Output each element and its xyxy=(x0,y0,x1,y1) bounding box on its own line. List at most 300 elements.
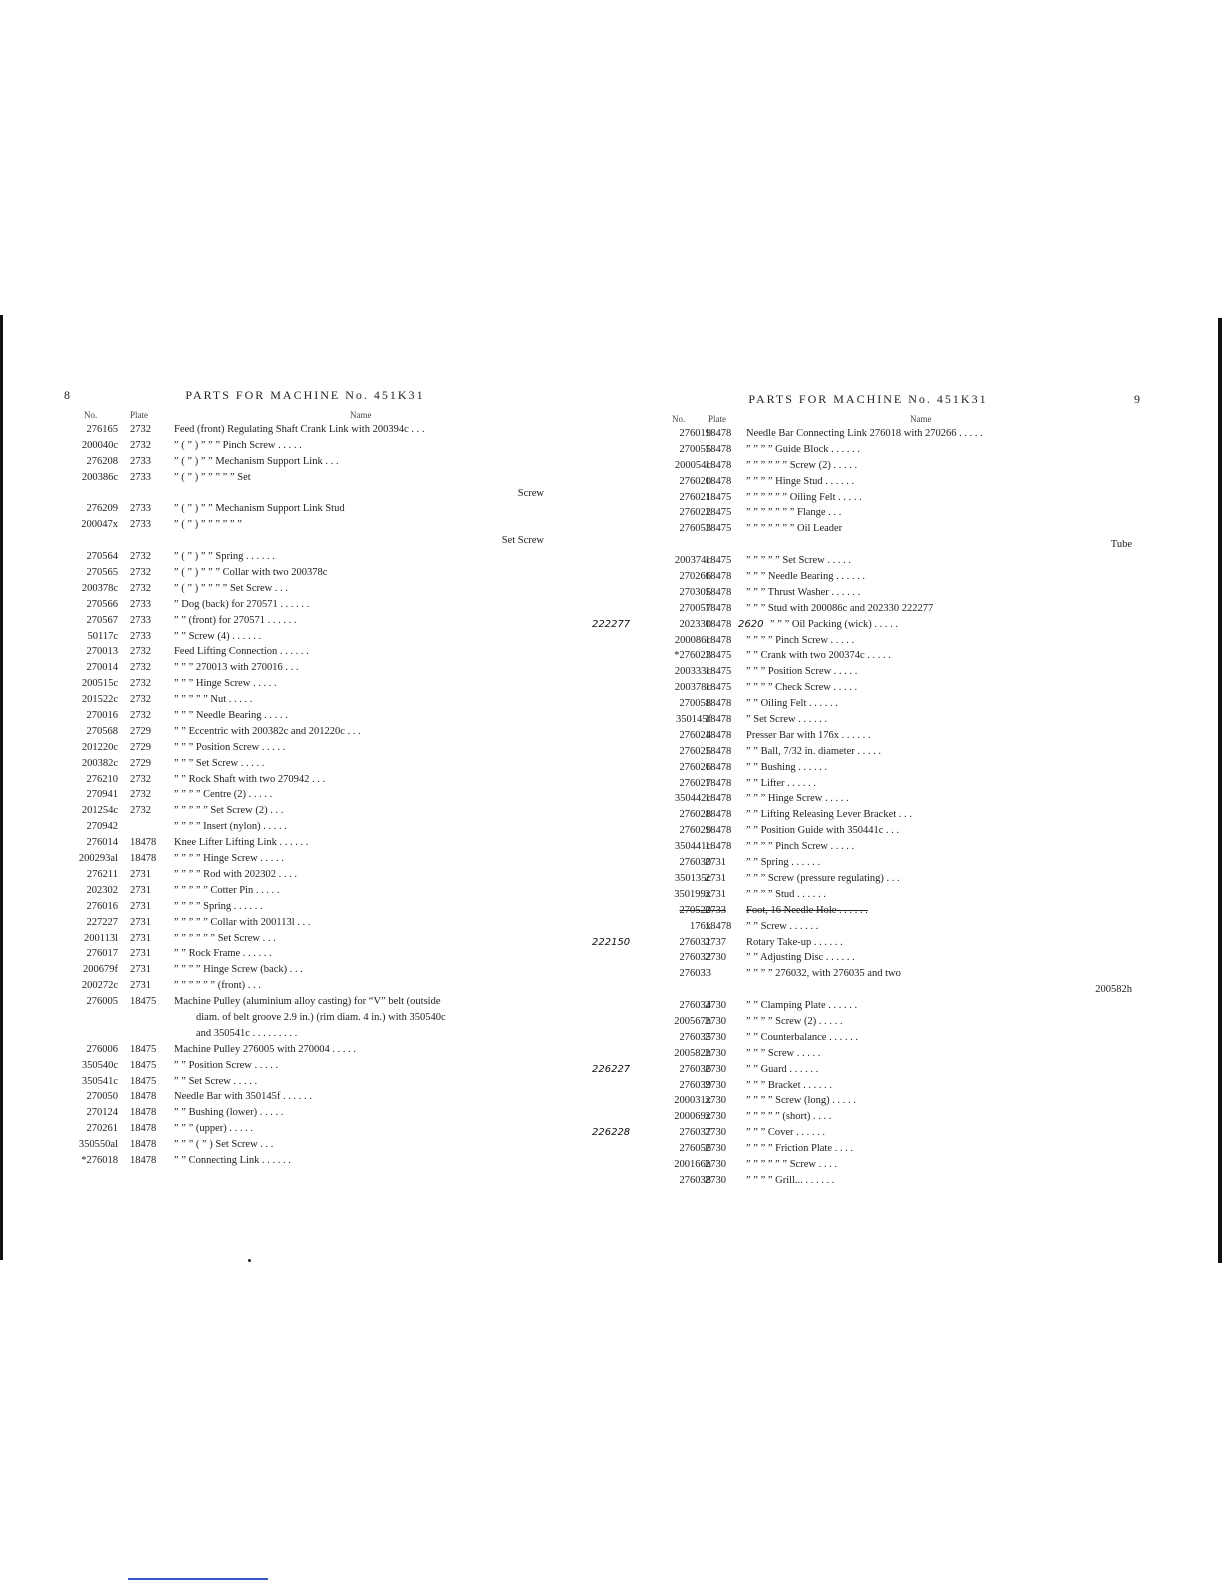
part-name: Knee Lifter Lifting Link . . . . . . xyxy=(174,837,309,849)
col-plate-header: Plate xyxy=(130,410,148,420)
part-number: 276021 xyxy=(679,491,711,503)
plate-number: 18478 xyxy=(705,571,732,583)
part-number: 270058 xyxy=(679,698,711,710)
part-number: 270942 xyxy=(86,821,118,833)
part-number: 270050 xyxy=(86,1091,118,1103)
left-page xyxy=(60,388,550,1169)
part-number: 200378c xyxy=(81,582,118,594)
plate-number: 2732 xyxy=(130,582,151,594)
part-name: ” ” ” Screw . . . . . xyxy=(746,1047,821,1059)
part-number: 276029 xyxy=(679,825,711,837)
part-number: 176x xyxy=(690,920,711,932)
plate-number: 2732 xyxy=(130,551,151,563)
plate-number: 2731 xyxy=(130,884,151,896)
part-number: 227227 xyxy=(86,916,118,928)
part-row xyxy=(598,1093,1138,1109)
part-name: Set Screw xyxy=(501,535,544,547)
plate-number: 18478 xyxy=(705,602,732,614)
part-row xyxy=(598,1173,1138,1189)
part-number: 200515c xyxy=(81,678,118,690)
part-row xyxy=(60,851,550,867)
part-name: Machine Pulley 276005 with 270004 . . . . . xyxy=(174,1043,356,1055)
plate-number: 18478 xyxy=(130,853,157,865)
part-number: 276039 xyxy=(679,1079,711,1091)
plate-number: 2732 xyxy=(130,678,151,690)
plate-number: 2732 xyxy=(130,662,151,674)
part-row xyxy=(598,998,1138,1014)
part-row xyxy=(598,776,1138,792)
part-row xyxy=(60,915,550,931)
plate-number: 18478 xyxy=(130,1091,157,1103)
part-number: 200113l xyxy=(83,932,118,944)
part-name: ” ” ” Position Screw . . . . . xyxy=(174,741,286,753)
part-number: 200272c xyxy=(81,980,118,992)
part-name: ” ” Lifter . . . . . . xyxy=(746,777,816,789)
part-number: 276025 xyxy=(679,745,711,757)
col-name-header: Name xyxy=(910,414,932,424)
part-number: *276018 xyxy=(81,1154,118,1166)
part-number: 200054c xyxy=(674,459,711,471)
part-name: ” ” ” ” ” ” ” Oil Leader xyxy=(746,523,843,535)
part-name: ” ( ” ) ” ” ” ” ” Set xyxy=(174,471,251,483)
plate-number: 2730 xyxy=(705,1079,726,1091)
plate-number: 18475 xyxy=(705,666,732,678)
part-name: ” ” Oiling Felt . . . . . . xyxy=(746,698,838,710)
part-number: 276024 xyxy=(679,729,711,741)
part-row xyxy=(598,760,1138,776)
part-number: 270055 xyxy=(679,443,711,455)
part-name: ” ” ” ” Guide Block . . . . . . xyxy=(746,443,861,455)
part-row xyxy=(598,966,1138,982)
plate-number: 18478 xyxy=(705,841,732,853)
part-row xyxy=(598,744,1138,760)
plate-number: 2732 xyxy=(130,646,151,658)
part-row xyxy=(598,871,1138,887)
part-row xyxy=(60,549,550,565)
part-name: ” ( ” ) ” ” Spring . . . . . . xyxy=(174,551,275,563)
part-row xyxy=(60,533,550,549)
part-row xyxy=(598,1078,1138,1094)
part-number: 276209 xyxy=(86,503,118,515)
part-name: ” ” ” Needle Bearing . . . . . xyxy=(174,710,288,722)
part-name: ” ” ” Thrust Washer . . . . . . xyxy=(746,586,861,598)
part-number: 276037 xyxy=(679,1127,711,1139)
part-row xyxy=(60,613,550,629)
part-name: and 350541c . . . . . . . . . xyxy=(196,1027,298,1039)
part-name: ” ” Screw (4) . . . . . . xyxy=(174,630,262,642)
part-name: ” ” ” ” Stud . . . . . . xyxy=(746,888,826,900)
part-row xyxy=(60,1105,550,1121)
part-row xyxy=(598,712,1138,728)
part-number: 200386c xyxy=(81,471,118,483)
part-row xyxy=(598,474,1138,490)
part-number: 270266 xyxy=(679,571,711,583)
part-row xyxy=(60,740,550,756)
part-row xyxy=(598,426,1138,442)
part-number: 276165 xyxy=(86,424,118,435)
part-name: ” ” ” 270013 with 270016 . . . xyxy=(174,662,299,674)
part-name: Feed Lifting Connection . . . . . . xyxy=(174,646,309,658)
part-row xyxy=(60,994,550,1010)
part-name: ” ” ” ” ” Set Screw . . . . . xyxy=(746,555,851,567)
plate-number: 2730 xyxy=(705,1063,726,1075)
part-row xyxy=(598,1141,1138,1157)
part-row xyxy=(60,517,550,533)
part-name: ” ” ” ” Hinge Screw (back) . . . xyxy=(174,964,303,976)
part-number: 200293al xyxy=(78,853,118,865)
part-number: 350540c xyxy=(81,1059,118,1071)
part-row xyxy=(598,490,1138,506)
part-name: ” ” ” Stud with 200086c and 202330 222277 xyxy=(746,602,934,614)
part-number: 202330 xyxy=(679,618,711,630)
part-number: 276027 xyxy=(679,777,711,789)
part-number: 276031 xyxy=(679,936,711,948)
part-number: 350550al xyxy=(78,1139,118,1151)
part-row xyxy=(598,919,1138,935)
part-name: ” ” ” Position Screw . . . . . xyxy=(746,666,858,678)
part-name: ” ( ” ) ” ” ” ” ” ” xyxy=(174,519,242,531)
plate-number: 2731 xyxy=(130,932,151,944)
part-name: ” ” Set Screw . . . . . xyxy=(174,1075,258,1087)
bottom-underline xyxy=(128,1578,268,1580)
part-row xyxy=(60,1026,550,1042)
part-row xyxy=(598,807,1138,823)
part-row xyxy=(598,553,1138,569)
part-name: ” ” ” ” Pinch Screw . . . . . xyxy=(746,634,855,646)
part-name: ” ” ” ” Friction Plate . . . . xyxy=(746,1143,854,1155)
part-row xyxy=(60,772,550,788)
part-row xyxy=(598,664,1138,680)
part-name: ” Dog (back) for 270571 . . . . . . xyxy=(174,598,310,610)
part-row xyxy=(598,903,1138,919)
left-column-headers xyxy=(60,410,550,422)
part-name: Presser Bar with 176x . . . . . . xyxy=(746,729,871,741)
part-name: ” ” ” ” Rod with 202302 . . . . xyxy=(174,868,298,880)
part-number: 270057 xyxy=(679,602,711,614)
right-page-title: PARTS FOR MACHINE No. 451K31 xyxy=(748,392,988,406)
part-row xyxy=(60,581,550,597)
part-row xyxy=(598,442,1138,458)
part-name: ” ” Guard . . . . . . xyxy=(746,1063,819,1075)
part-number: 350442c xyxy=(674,793,711,805)
part-number: 270305 xyxy=(679,586,711,598)
plate-number: 2730 xyxy=(705,1000,726,1012)
plate-number: 18478 xyxy=(705,634,732,646)
plate-number: 2731 xyxy=(130,868,151,880)
plate-number: 18478 xyxy=(130,1123,157,1135)
plate-number: 18475 xyxy=(705,491,732,503)
part-row xyxy=(598,982,1138,998)
part-name: ” ” Lifting Releasing Lever Bracket . . . xyxy=(746,809,912,821)
part-name: ” ” Clamping Plate . . . . . . xyxy=(746,1000,858,1012)
handwritten-part-number: 222277 xyxy=(592,618,631,630)
part-name: ” ” ” Cover . . . . . . xyxy=(746,1127,826,1139)
part-row xyxy=(60,899,550,915)
part-number: 276210 xyxy=(86,773,118,785)
part-number: 270124 xyxy=(86,1107,118,1119)
plate-number: 18478 xyxy=(705,618,732,630)
left-page-number: 8 xyxy=(64,388,70,402)
part-name: ” ” ” ” Spring . . . . . . xyxy=(174,900,263,912)
part-row xyxy=(60,1121,550,1137)
part-number: 202302 xyxy=(86,884,118,896)
part-name: ” ” Screw . . . . . . xyxy=(746,920,819,932)
handwritten-part-number: 226228 xyxy=(592,1127,631,1139)
part-name: 200582h xyxy=(1095,984,1132,996)
plate-number: 2731 xyxy=(130,964,151,976)
part-number: 276036 xyxy=(679,1063,711,1075)
part-number: 200374c xyxy=(674,555,711,567)
part-number: 50117c xyxy=(87,630,118,642)
part-row xyxy=(592,1125,1138,1141)
part-row xyxy=(60,1010,550,1026)
plate-number: 2731 xyxy=(130,948,151,960)
plate-number: 2730 xyxy=(705,952,726,964)
part-name: ” ” ” ” ” Nut . . . . . xyxy=(174,694,253,706)
part-name: ” ” ” ” Hinge Stud . . . . . . xyxy=(746,475,855,487)
part-number: 276022 xyxy=(679,507,711,519)
plate-number: 18478 xyxy=(705,825,732,837)
plate-number: 18478 xyxy=(705,459,732,471)
part-row xyxy=(60,867,550,883)
plate-number: 2733 xyxy=(130,471,151,483)
part-row xyxy=(60,724,550,740)
part-name: ” ” ” ” ” ” Oiling Felt . . . . . xyxy=(746,491,862,503)
part-number: 276032 xyxy=(679,952,711,964)
plate-number: 2731 xyxy=(705,872,726,884)
part-number: 270564 xyxy=(86,551,118,563)
plate-number: 18478 xyxy=(705,698,732,710)
plate-number: 2732 xyxy=(130,805,151,817)
col-name-header: Name xyxy=(350,410,372,420)
part-row xyxy=(60,438,550,454)
part-name: Screw xyxy=(517,487,544,499)
part-number: 276208 xyxy=(86,455,118,467)
part-row xyxy=(598,696,1138,712)
part-row xyxy=(60,931,550,947)
part-row xyxy=(60,835,550,851)
part-row xyxy=(598,537,1138,553)
part-row xyxy=(598,585,1138,601)
plate-number: 2732 xyxy=(130,789,151,801)
part-name: ” ” ” ” 276032, with 276035 and two xyxy=(746,968,901,980)
left-page-header xyxy=(60,388,550,410)
part-name: ” ” ” ” ” ” Screw (2) . . . . . xyxy=(746,459,858,471)
part-number: 270941 xyxy=(86,789,118,801)
plate-number: 18475 xyxy=(705,682,732,694)
plate-number: 18478 xyxy=(130,1154,157,1166)
part-name: ” ” (front) for 270571 . . . . . . xyxy=(174,614,297,626)
left-parts-list xyxy=(60,422,550,1169)
part-number: 276038 xyxy=(679,1174,711,1186)
plate-number: 2730 xyxy=(705,1174,726,1186)
right-column-headers xyxy=(598,414,1138,426)
part-name: ” ” Rock Frame . . . . . . xyxy=(174,948,272,960)
left-page-title: PARTS FOR MACHINE No. 451K31 xyxy=(185,388,425,402)
part-number: 276028 xyxy=(679,809,711,821)
part-name: ” ” ” ” Grill... . . . . . . xyxy=(746,1174,835,1186)
part-row xyxy=(60,660,550,676)
part-name: ” ” Adjusting Disc . . . . . . xyxy=(746,952,855,964)
part-row xyxy=(592,1062,1138,1078)
plate-number: 18478 xyxy=(705,777,732,789)
part-name: ” ” ” Bracket . . . . . . xyxy=(746,1079,833,1091)
plate-number: 18478 xyxy=(705,809,732,821)
plate-number: 18475 xyxy=(130,996,157,1008)
right-page-number: 9 xyxy=(1134,392,1140,406)
part-row xyxy=(60,946,550,962)
part-number: 270520 xyxy=(679,904,711,916)
part-name: ” ” ” ” Screw (2) . . . . . xyxy=(746,1015,843,1027)
plate-number: 18478 xyxy=(130,1107,157,1119)
part-number: 276026 xyxy=(679,761,711,773)
part-name: ” ” ” ” ” (short) . . . . xyxy=(746,1111,832,1123)
plate-number: 18475 xyxy=(705,650,732,662)
plate-number: 18478 xyxy=(705,729,732,741)
plate-number: 18478 xyxy=(130,837,157,849)
part-number: 200166h xyxy=(674,1158,711,1170)
part-name: ” ” ” ” Check Screw . . . . . xyxy=(746,682,858,694)
col-no-header: No. xyxy=(84,410,98,420)
part-number: 270261 xyxy=(86,1123,118,1135)
part-number: 276019 xyxy=(679,428,711,439)
right-page-header xyxy=(598,392,1138,414)
plate-number: 2730 xyxy=(705,1015,726,1027)
part-name: ” ” ” Hinge Screw . . . . . xyxy=(174,678,277,690)
part-number: 270566 xyxy=(86,598,118,610)
part-row xyxy=(598,728,1138,744)
part-row xyxy=(60,962,550,978)
plate-number: 2733 xyxy=(130,630,151,642)
part-name: ” ” Position Guide with 350441c . . . xyxy=(746,825,900,837)
part-number: 200567h xyxy=(674,1015,711,1027)
plate-number: 2730 xyxy=(705,1111,726,1123)
scan-edge-left xyxy=(0,315,3,1260)
part-row xyxy=(60,883,550,899)
part-name: ” ” ” Screw (pressure regulating) . . . xyxy=(746,872,900,884)
part-name: Foot, 16 Needle Hole . . . . . . xyxy=(746,904,868,916)
col-no-header: No. xyxy=(672,414,686,424)
part-row xyxy=(60,629,550,645)
plate-number: 18475 xyxy=(705,523,732,535)
plate-number: 2732 xyxy=(130,567,151,579)
part-name: Tube xyxy=(1110,539,1132,551)
part-number: 201220c xyxy=(81,741,118,753)
plate-number: 2729 xyxy=(130,757,151,769)
plate-number: 2731 xyxy=(705,888,726,900)
part-row xyxy=(598,855,1138,871)
part-name: ” ” ” ” ” ” (front) . . . xyxy=(174,980,261,992)
part-name: ” ” Rock Shaft with two 270942 . . . xyxy=(174,773,326,785)
part-number: 276006 xyxy=(86,1043,118,1055)
scan-speck xyxy=(248,1259,251,1262)
part-row xyxy=(598,521,1138,537)
part-name: ” ” ” ” Pinch Screw . . . . . xyxy=(746,841,855,853)
plate-number: 18475 xyxy=(130,1059,157,1071)
part-name: Needle Bar Connecting Link 276018 with 270266 . . . . . xyxy=(746,428,983,439)
part-number: 276016 xyxy=(86,900,118,912)
part-number: 200582h xyxy=(674,1047,711,1059)
part-number: 276035 xyxy=(679,1031,711,1043)
part-row xyxy=(60,676,550,692)
part-number: 276017 xyxy=(86,948,118,960)
plate-number: 2732 xyxy=(130,694,151,706)
part-row xyxy=(598,823,1138,839)
part-row xyxy=(598,1046,1138,1062)
part-number: 200382c xyxy=(81,757,118,769)
part-number: 276056 xyxy=(679,1143,711,1155)
part-row xyxy=(598,1109,1138,1125)
part-name: ” ” Counterbalance . . . . . . xyxy=(746,1031,858,1043)
part-name: ” ” ” ” ” Collar with 200113l . . . xyxy=(174,916,311,928)
plate-number: 2733 xyxy=(130,598,151,610)
part-name: ” ” ” (upper) . . . . . xyxy=(174,1123,254,1135)
part-name: ” ” ” ” ” ” Set Screw . . . xyxy=(174,932,276,944)
part-number: 200086c xyxy=(674,634,711,646)
plate-number: 2732 xyxy=(130,710,151,722)
right-parts-list xyxy=(592,426,1138,1189)
part-row xyxy=(60,470,550,486)
plate-number: 18478 xyxy=(705,714,732,726)
plate-number: 18478 xyxy=(705,920,732,932)
plate-number: 2733 xyxy=(130,503,151,515)
part-name: ” ” ” ” ” Cotter Pin . . . . . xyxy=(174,884,280,896)
part-row xyxy=(60,692,550,708)
plate-number: 18475 xyxy=(130,1075,157,1087)
part-name: ” ” Bushing . . . . . . xyxy=(746,761,828,773)
plate-number: 2733 xyxy=(705,904,726,916)
part-row xyxy=(598,569,1138,585)
part-row xyxy=(60,1137,550,1153)
part-row xyxy=(598,633,1138,649)
plate-number: 18478 xyxy=(705,793,732,805)
part-number: 276030 xyxy=(679,857,711,869)
part-number: 270568 xyxy=(86,725,118,737)
part-row xyxy=(60,565,550,581)
part-number: 270014 xyxy=(86,662,118,674)
part-name: ” ” ” Set Screw . . . . . xyxy=(174,757,265,769)
handwritten-plate-number: 2620 xyxy=(738,618,764,630)
part-row xyxy=(60,708,550,724)
plate-number: 2730 xyxy=(705,1095,726,1107)
part-name: ” ” ” ” Screw (long) . . . . . xyxy=(746,1095,856,1107)
part-number: 270016 xyxy=(86,710,118,722)
part-number: 200069x xyxy=(674,1111,711,1123)
plate-number: 18478 xyxy=(705,761,732,773)
part-row xyxy=(598,648,1138,664)
part-name: ” ” ” ” Hinge Screw . . . . . xyxy=(174,853,284,865)
plate-number: 2730 xyxy=(705,1158,726,1170)
plate-number: 2732 xyxy=(130,773,151,785)
part-number: 276005 xyxy=(86,996,118,1008)
part-number: 270565 xyxy=(86,567,118,579)
part-row xyxy=(598,1014,1138,1030)
plate-number: 18478 xyxy=(705,745,732,757)
part-name: ” ” ” ” ” Set Screw (2) . . . xyxy=(174,805,284,817)
part-row xyxy=(60,1089,550,1105)
part-name: Needle Bar with 350145f . . . . . . xyxy=(174,1091,312,1103)
part-row xyxy=(598,839,1138,855)
part-row xyxy=(598,1157,1138,1173)
part-row xyxy=(598,505,1138,521)
plate-number: 2729 xyxy=(130,741,151,753)
plate-number: 2730 xyxy=(705,1031,726,1043)
handwritten-part-number: 222150 xyxy=(592,936,631,948)
part-number: 350541c xyxy=(81,1075,118,1087)
plate-number: 18478 xyxy=(705,428,732,439)
plate-number: 2730 xyxy=(705,1047,726,1059)
part-name: ” ” Crank with two 200374c . . . . . xyxy=(746,650,891,662)
